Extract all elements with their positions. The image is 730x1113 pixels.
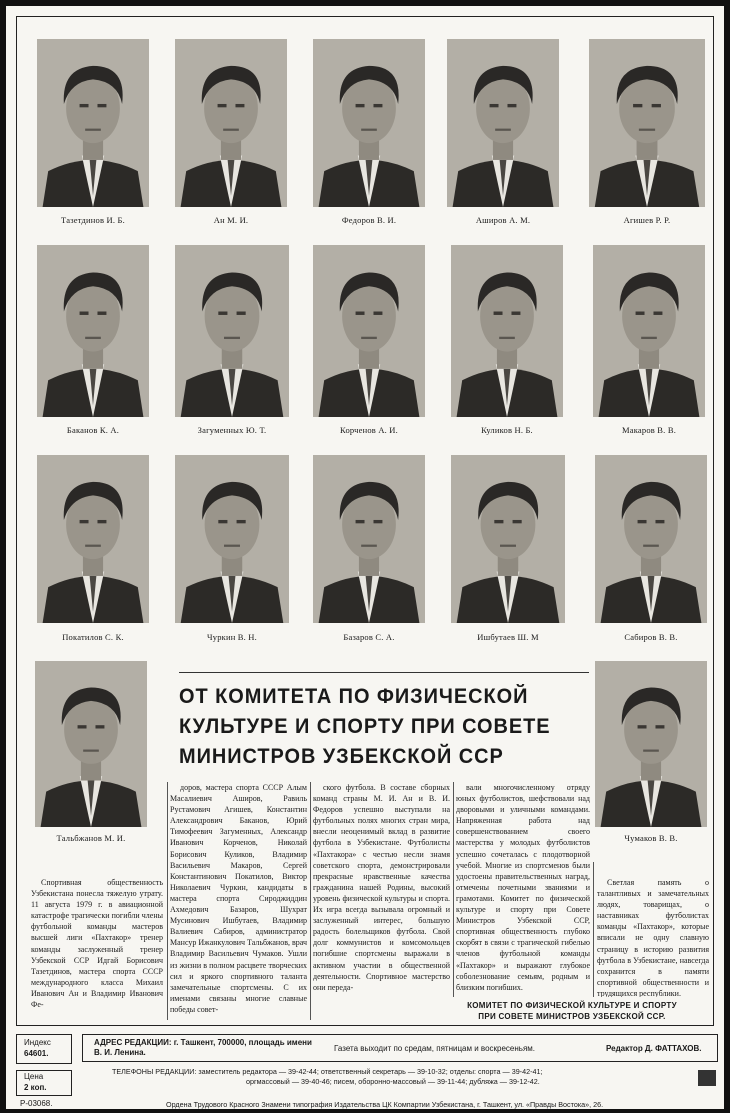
portrait-caption: Чуркин В. Н. [207,632,257,642]
portrait-photo [313,245,425,417]
portrait-photo [589,39,705,207]
portrait-photo [447,39,559,207]
portrait-caption: Агишев Р. Р. [623,215,671,225]
portrait-photo [175,455,289,623]
portrait-photo [35,661,147,827]
index-label: Индекс [24,1038,51,1047]
address-text: АДРЕС РЕДАКЦИИ: г. Ташкент, 700000, площадь имени В. И. Ленина. [94,1038,312,1057]
portrait-caption: Федоров В. И. [341,215,397,225]
portrait-photo [313,455,425,623]
portrait-caption: Баканов К. А. [66,425,120,435]
portrait-caption: Аширов А. М. [475,215,531,225]
portrait-photo [175,39,287,207]
portrait-caption: Ишбутаев Ш. М [477,632,539,642]
portrait-caption: Ан М. И. [213,215,249,225]
text-column-4 [456,782,590,995]
portrait-photo [37,455,149,623]
signature-line-2: ПРИ СОВЕТЕ МИНИСТРОВ УЗБЕКСКОЙ ССР. [478,1012,666,1021]
schedule-text: Газета выходит по средам, пятницам и воскресеньям. [334,1044,536,1053]
portrait-caption: Куликов Н. Б. [481,425,533,435]
portrait-photo [313,39,425,207]
portrait-photo [37,245,149,417]
index-value: 64601. [24,1049,49,1058]
column-rule-2 [310,782,311,1020]
phones-line-2: оргмассовый — 39-40-46; писем, оборонно-массовый — 39-11-44; дубляжа — 39-12-42. [246,1077,540,1086]
printer-imprint: Ордена Трудового Красного Знамени типография Издательства ЦК Компартии Узбекистана, г. Ташкент, ул. «Правды Востока», 26. [166,1100,604,1109]
newspaper-logo-icon [698,1070,716,1086]
column-rule-1 [167,782,168,1020]
portrait-caption: Покатилов С. К. [62,632,124,642]
column-1-text: Спортивная общественность Узбекистана понесла тяжелую утрату. 11 августа 1979 г. в авиационной катастрофе трагически погибли члены футбольной команды мастеров высшей лиги «Пахтакор» тренер команды заслуженный тренер Узбекской ССР Идгай Борисович Тазетдинов, мастера спорта СССР международного класса Михаил Иванович Ан и Владимир Иванович Фе- [31,878,163,1010]
portrait-caption: Корченов А. И. [340,425,398,435]
column-3-text: ского футбола. В составе сборных команд страны М. И. Ан и В. И. Федоров успешно выступали на футбольных полях многих стран мира, внесли неоценимый вклад в развитие футбола в Узбекистане. Футболисты «Пахтакора» с честью несли знамя советского спорта, демонстрировали прекрасные нравственные качества гражданина нашей Родины, высокий уровень физической культуры и спорта. Их игра всегда вызывала огромный и заслуженный интерес, большую радость болельщиков футбола. Свой долг коммунистов и комсомольцев погибшие спортсмены выражали в активном участии в общественной деятельности. Спортивное мастерство они переда- [313,783,450,992]
headline [179,682,569,772]
column-2-text: доров, мастера спорта СССР Алым Масалиевич Аширов, Равиль Рустамович Агишев, Константин Александрович Баканов, Юрий Тимофеевич Загуменных, Александр Иванович Корченов, Николай Борисович Куликов, Владимир Васильевич Макаров, Сергей Константинович Покатилов, Виктор Николаевич Чуркин, кандидаты в мастера спорта Сироджиддин Ахмедович Базаров, Шухрат Мусинович Ишбутаев, Владимир Валиевич Сабиров, администратор Мансур Ижанкулович Тальбжанов, врач Владимир Васильевич Чумаков. Ушли из жизни в полном расцвете творческих сил и яркого спортивного таланта замечательные спортсмены. С их именами связаны многие славные победы совет- [170,783,307,1014]
price-label: Цена [24,1072,44,1081]
column-rule-4 [593,862,594,997]
print-code: Р-03068. [20,1099,53,1108]
headline-line-2: КУЛЬТУРЕ И СПОРТУ ПРИ СОВЕТЕ [179,715,551,738]
text-column-1 [31,877,163,1017]
portrait-photo [451,455,565,623]
obituary-frame [16,16,714,1026]
portrait-caption: Базаров С. А. [343,632,395,642]
signature-block [427,1000,717,1022]
masthead-footer [16,1030,720,1112]
portrait-caption: Макаров В. В. [621,425,677,435]
signature-line-1: КОМИТЕТ ПО ФИЗИЧЕСКОЙ КУЛЬТУРЕ И СПОРТУ [467,1001,677,1010]
column-rule-3 [453,782,454,997]
editor-text: Редактор Д. ФАТТАХОВ. [606,1044,702,1053]
portrait-photo [175,245,289,417]
portrait-photo [593,245,705,417]
portrait-caption: Тазетдинов И. Б. [61,215,125,225]
column-5-text: Светлая память о талантливых и замечательных людях, товарищах, о наставниках футболистах команды «Пахтакор», которые вписали не одну славную страницу в историю развития футбола в Узбекистане, навсегда сохранится в памяти спортивной общественности и трудящихся республики. [597,878,709,997]
portrait-caption: Загуменных Ю. Т. [197,425,267,435]
portrait-caption: Сабиров В. В. [624,632,678,642]
portrait-caption: Тальбжанов М. И. [56,833,126,843]
text-column-5 [597,877,709,997]
portrait-photo [595,455,707,623]
headline-line-3: МИНИСТРОВ УЗБЕКСКОЙ ССР [179,745,504,768]
price-value: 2 коп. [24,1083,47,1092]
portrait-photo [37,39,149,207]
portrait-photo [451,245,563,417]
portrait-photo [595,661,707,827]
portrait-caption: Чумаков В. В. [624,833,678,843]
headline-line-1: ОТ КОМИТЕТА ПО ФИЗИЧЕСКОЙ [179,685,529,708]
phones-line-1: ТЕЛЕФОНЫ РЕДАКЦИИ: заместитель редактора — 39-42-44; ответственный секретарь — 39-10-32; отделы: спорта — 39-42-41; [112,1067,543,1076]
headline-rule-top [179,672,589,673]
text-column-2 [170,782,307,1020]
column-4-text: вали многочисленному отряду юных футболистов, шефствовали над дворовыми и уличными командами. Напряженная работа над совершенствованием своего мастерства у молодых футболистов успешно сочеталась с плодотворной учебой. Многие из спортсменов были удостоены правительственных наград, отмечены почетными званиями и грамотами. Комитет по физической культуре и спорту при Совете Министров Узбекской ССР, спортивная общественность глубоко скорбят в связи с трагической гибелью членов футбольной команды «Пахтакор» и выражают глубокое соболезнование семьям, родным и близким погибших. [456,783,590,992]
text-column-3 [313,782,450,1020]
